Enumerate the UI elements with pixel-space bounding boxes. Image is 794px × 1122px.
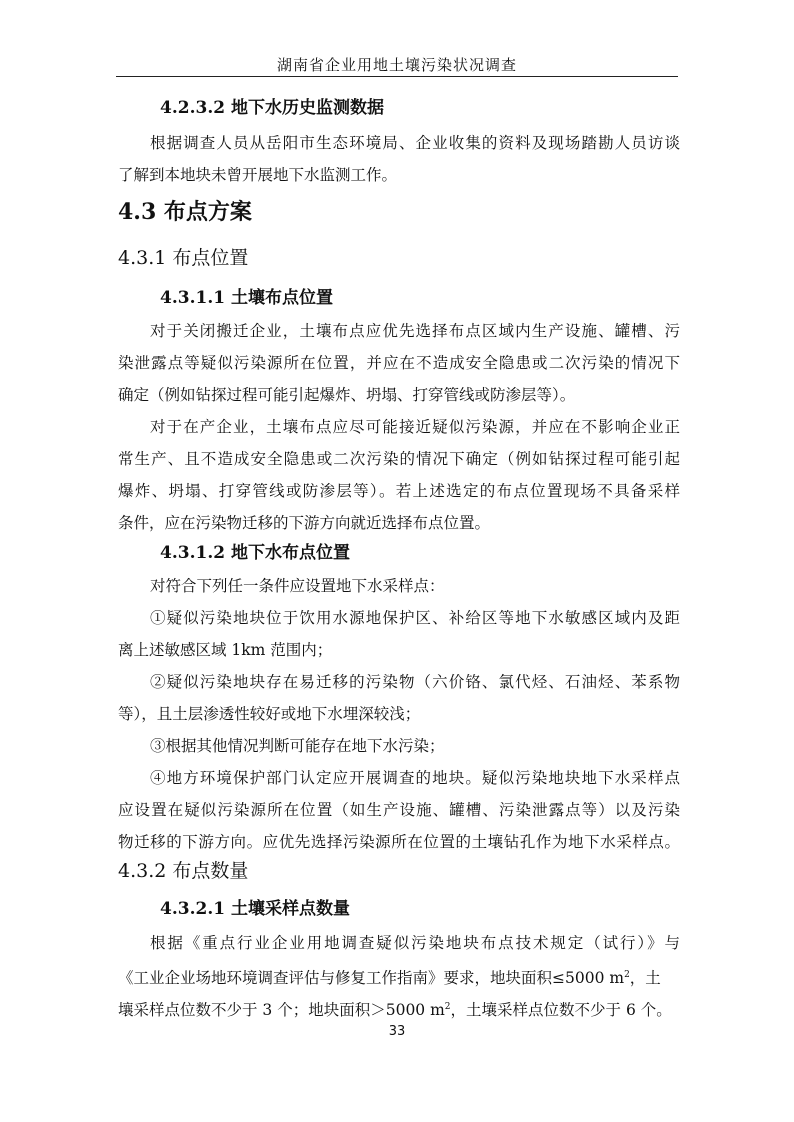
list-item-line: 应设置在疑似污染源所在位置（如生产设施、罐槽、污染泄露点等）以及污染 xyxy=(118,801,680,819)
list-item-line: 物迁移的下游方向。应优先选择污染源所在位置的土壤钻孔作为地下水采样点。 xyxy=(118,833,680,851)
header-divider xyxy=(116,76,678,77)
heading-4-3-1: 4.3.1 布点位置 xyxy=(118,247,249,269)
list-item-line: ④地方环境保护部门认定应开展调查的地块。疑似污染地块地下水采样点 xyxy=(150,769,680,787)
paragraph-line xyxy=(118,964,680,989)
line-text: ，土 xyxy=(629,969,661,988)
line-text: 《工业企业场地环境调查评估与修复工作指南》要求，地块面积≤5000 m xyxy=(118,969,625,988)
line-text: ，土壤采样点位数不少于 6 个。 xyxy=(450,1001,672,1020)
line-text: 壤采样点位数不少于 3 个；地块面积＞5000 m xyxy=(118,1001,445,1020)
heading-4-2-3-2: 4.2.3.2 地下水历史监测数据 xyxy=(160,98,384,118)
list-item-line: ③根据其他情况判断可能存在地下水污染； xyxy=(150,737,445,755)
paragraph-line: 根据《重点行业企业用地调查疑似污染地块布点技术规定（试行）》与 xyxy=(150,934,680,952)
paragraph-line: 对于在产企业，土壤布点应尽可能接近疑似污染源，并应在不影响企业正 xyxy=(150,418,680,436)
paragraph-line: 确定（例如钻探过程可能引起爆炸、坍塌、打穿管线或防渗层等）。 xyxy=(118,386,576,404)
heading-4-3-2: 4.3.2 布点数量 xyxy=(118,860,249,882)
paragraph-line: 对符合下列任一条件应设置地下水采样点： xyxy=(150,577,445,595)
paragraph-line: 根据调查人员从岳阳市生态环境局、企业收集的资料及现场踏勘人员访谈 xyxy=(150,134,680,152)
paragraph-line xyxy=(118,996,680,1021)
list-item-line: 离上述敏感区域 1km 范围内； xyxy=(118,641,333,659)
paragraph-line: 对于关闭搬迁企业，土壤布点应优先选择布点区域内生产设施、罐槽、污 xyxy=(150,322,680,340)
superscript: 2 xyxy=(624,970,630,980)
list-item-line: ②疑似污染地块存在易迁移的污染物（六价铬、氯代烃、石油烃、苯系物 xyxy=(150,673,680,691)
list-item-line: ①疑似污染地块位于饮用水源地保护区、补给区等地下水敏感区域内及距 xyxy=(150,609,680,627)
heading-4-3-1-2: 4.3.1.2 地下水布点位置 xyxy=(160,543,350,563)
paragraph-line: 爆炸、坍塌、打穿管线或防渗层等）。若上述选定的布点位置现场不具备采样 xyxy=(118,482,680,500)
page-number: 33 xyxy=(388,1024,406,1039)
paragraph-line: 常生产、且不造成安全隐患或二次污染的情况下确定（例如钻探过程可能引起 xyxy=(118,450,680,468)
heading-4-3: 4.3 布点方案 xyxy=(118,199,252,225)
superscript: 2 xyxy=(444,1002,451,1012)
paragraph-line: 了解到本地块未曾开展地下水监测工作。 xyxy=(118,166,398,184)
paragraph-line: 染泄露点等疑似污染源所在位置，并应在不造成安全隐患或二次污染的情况下 xyxy=(118,354,680,372)
heading-4-3-2-1: 4.3.2.1 土壤采样点数量 xyxy=(160,899,350,919)
paragraph-line: 条件，应在污染物迁移的下游方向就近选择布点位置。 xyxy=(118,514,491,532)
list-item-line: 等），且土层渗透性较好或地下水埋深较浅； xyxy=(118,705,421,723)
heading-4-3-1-1: 4.3.1.1 土壤布点位置 xyxy=(160,288,333,308)
running-header: 湖南省企业用地土壤污染状况调查 xyxy=(276,56,517,74)
